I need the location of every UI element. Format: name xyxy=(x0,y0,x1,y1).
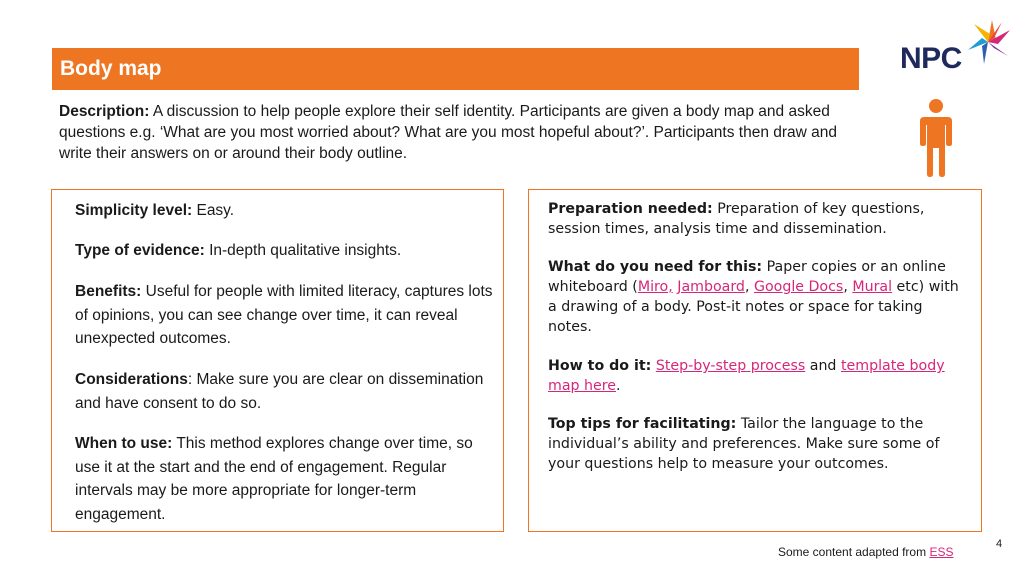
person-icon xyxy=(917,98,955,178)
jamboard-link[interactable]: Jamboard xyxy=(677,279,745,295)
preparation-needed: Preparation needed: Preparation of key questions, session times, analysis time and dissemination. xyxy=(548,201,925,237)
description-text: A discussion to help people explore their self identity. Participants are given a body map and asked questions e.g. ‘What are you most worried about? What are you most hopeful about?’. Participants then draw and write their answers on or around their body outline. xyxy=(59,103,838,162)
logo-text: NPC xyxy=(900,42,962,75)
footer-credit: Some content adapted from ESS xyxy=(778,545,954,559)
what-you-need: What do you need for this: Paper copies or an online whiteboard (Miro, Jamboard, Google Docs, Mural etc) with a drawing of a body. Post-it notes or space for taking notes. xyxy=(548,259,959,335)
google-docs-link[interactable]: Google Docs xyxy=(753,279,844,295)
page-number: 4 xyxy=(996,538,1003,550)
description xyxy=(59,101,839,164)
step-by-step-link[interactable]: Step-by-step process xyxy=(655,358,806,374)
type-of-evidence: Type of evidence: In-depth qualitative insights. xyxy=(75,242,402,259)
description-label: Description: xyxy=(59,103,150,120)
template-body-map-link[interactable]: template body map here xyxy=(548,358,945,394)
how-to-do-it: How to do it: Step-by-step process and template body map here. xyxy=(548,358,945,394)
miro-link[interactable]: Miro, xyxy=(637,279,673,295)
when-to-use: When to use: This method explores change over time, so use it at the start and the end of engagement. Regular intervals may be more appropriate for longer-term engagement. xyxy=(75,435,473,523)
ess-link[interactable]: ESS xyxy=(929,545,954,559)
considerations: Considerations: Make sure you are clear on dissemination and have consent to do so. xyxy=(75,371,484,412)
benefits: Benefits: Useful for people with limited literacy, captures lots of opinions, you can see change over time, it can reveal unexpected outcomes. xyxy=(75,283,493,347)
top-tips: Top tips for facilitating: Tailor the language to the individual’s ability and preferences. Make sure some of your questions help to measure your outcomes. xyxy=(548,416,940,472)
title-bar xyxy=(52,48,859,90)
npc-logo xyxy=(900,16,1015,78)
simplicity-level: Simplicity level: Easy. xyxy=(75,202,235,219)
page-title: Body map xyxy=(60,57,162,80)
star-burst-icon xyxy=(962,16,1014,68)
mural-link[interactable]: Mural xyxy=(852,279,893,295)
